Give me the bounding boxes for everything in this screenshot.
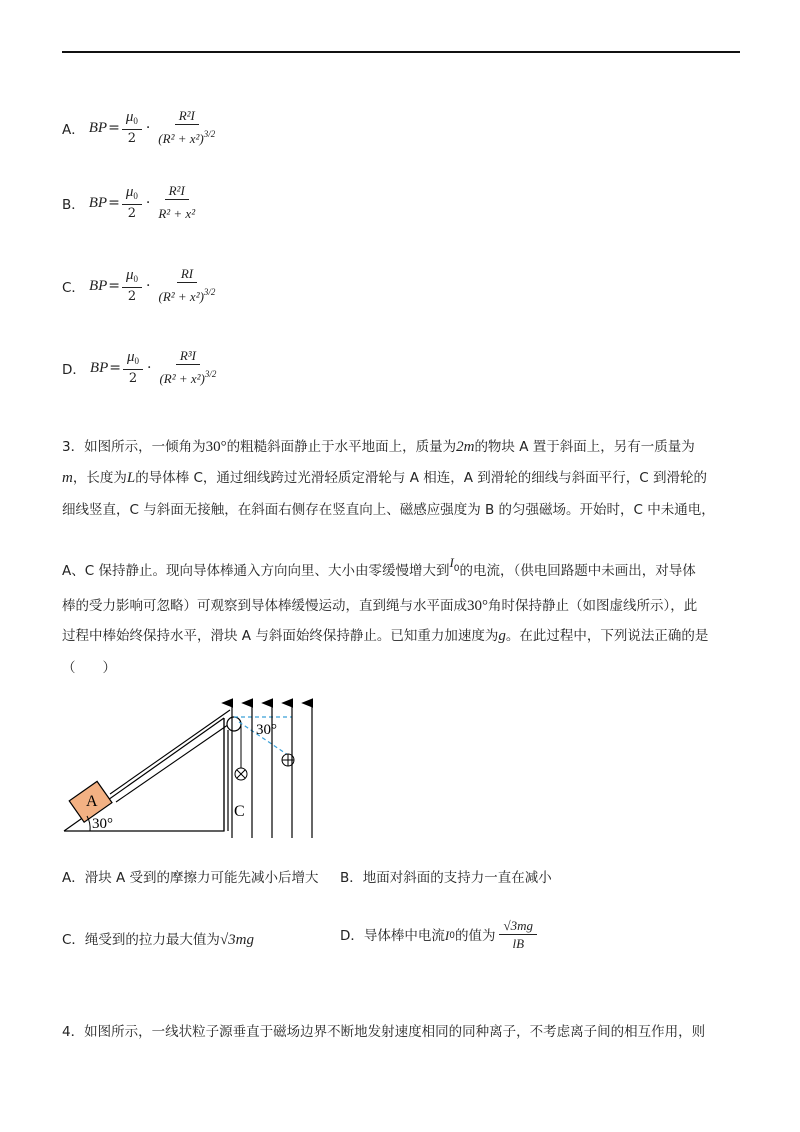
q3-line-1: 3．如图所示，一倾角为30°的粗糙斜面静止于水平地面上，质量为2m的物块 A 置于斜面上，另有一质量为 [62,439,695,455]
q3-line-5: 棒的受力影响可忽略）可观察到导体棒缓慢运动，直到绳与水平面成30°角时保持静止（如图虚线所示），此 [62,598,698,614]
rope-a [110,710,230,794]
q3-line-4: A、C 保持静止。现向导体棒通入方向向里、大小由零缓慢增大到$I^0$的电流，（供电回路题中未画出，对导体 [62,555,696,579]
q3-line-3: 细线竖直，C 与斜面无接触，在斜面右侧存在竖直向上、磁感应强度为 B 的匀强磁场。开始时，C 中未通电， [62,502,715,518]
q3-line-2: m，长度为L的导体棒 C，通过细线跨过光滑轻质定滑轮与 A 相连，A 到滑轮的细线与斜面平行，C 到滑轮的 [62,470,707,486]
q3-line-7: （ ） [62,660,116,676]
q2-option-a: A． BP = $\frac{\mu_0}{2}$ · $\frac{\text{R²I}}{(R^2 + x^2)^{3/2}}$ [62,108,216,146]
header-rule [62,51,740,53]
dash-angle-label: 30° [256,722,277,738]
q3-line-6: 过程中棒始终保持水平，滑块 A 与斜面始终保持静止。已知重力加速度为g。在此过程中，下列说法正确的是 [62,628,709,644]
q3-option-b: B．地面对斜面的支持力一直在减小 [340,870,552,886]
rod-c-label: C [234,803,245,820]
q4-line-1: 4．如图所示，一线状粒子源垂直于磁场边界不断地发射速度相同的同种离子，不考虑离子间的相互作用，则 [62,1024,706,1040]
q3-option-c: C．绳受到的拉力最大值为√3mg [62,932,255,948]
block-a-label: A [86,793,98,810]
q3-option-a: A．滑块 A 受到的摩擦力可能先减小后增大 [62,870,319,886]
pulley [227,717,241,731]
rod-c-into-page [235,768,247,780]
q2-option-d: D． BP = $\frac{\mu_0}{2}$ · $\frac{\text{R³I}}{(R^2 + x^2)^{3/2}}$ [62,348,217,386]
q3-option-d: D．导体棒中电流 I 0 的值为 $\frac{√3mg}{lB}$ [340,918,538,953]
q2-option-b: B． BP = $\frac{\mu_0}{2}$ · $\frac{\text{R²I}}{\text{R² + x²}}$ [62,183,196,221]
q2-option-c: C． BP = $\frac{\mu_0}{2}$ · $\frac{RI}{(R^2 + x^2)^{3/2}}$ [62,266,216,304]
incline-figure [60,698,330,840]
angle-label: 30° [92,816,113,832]
